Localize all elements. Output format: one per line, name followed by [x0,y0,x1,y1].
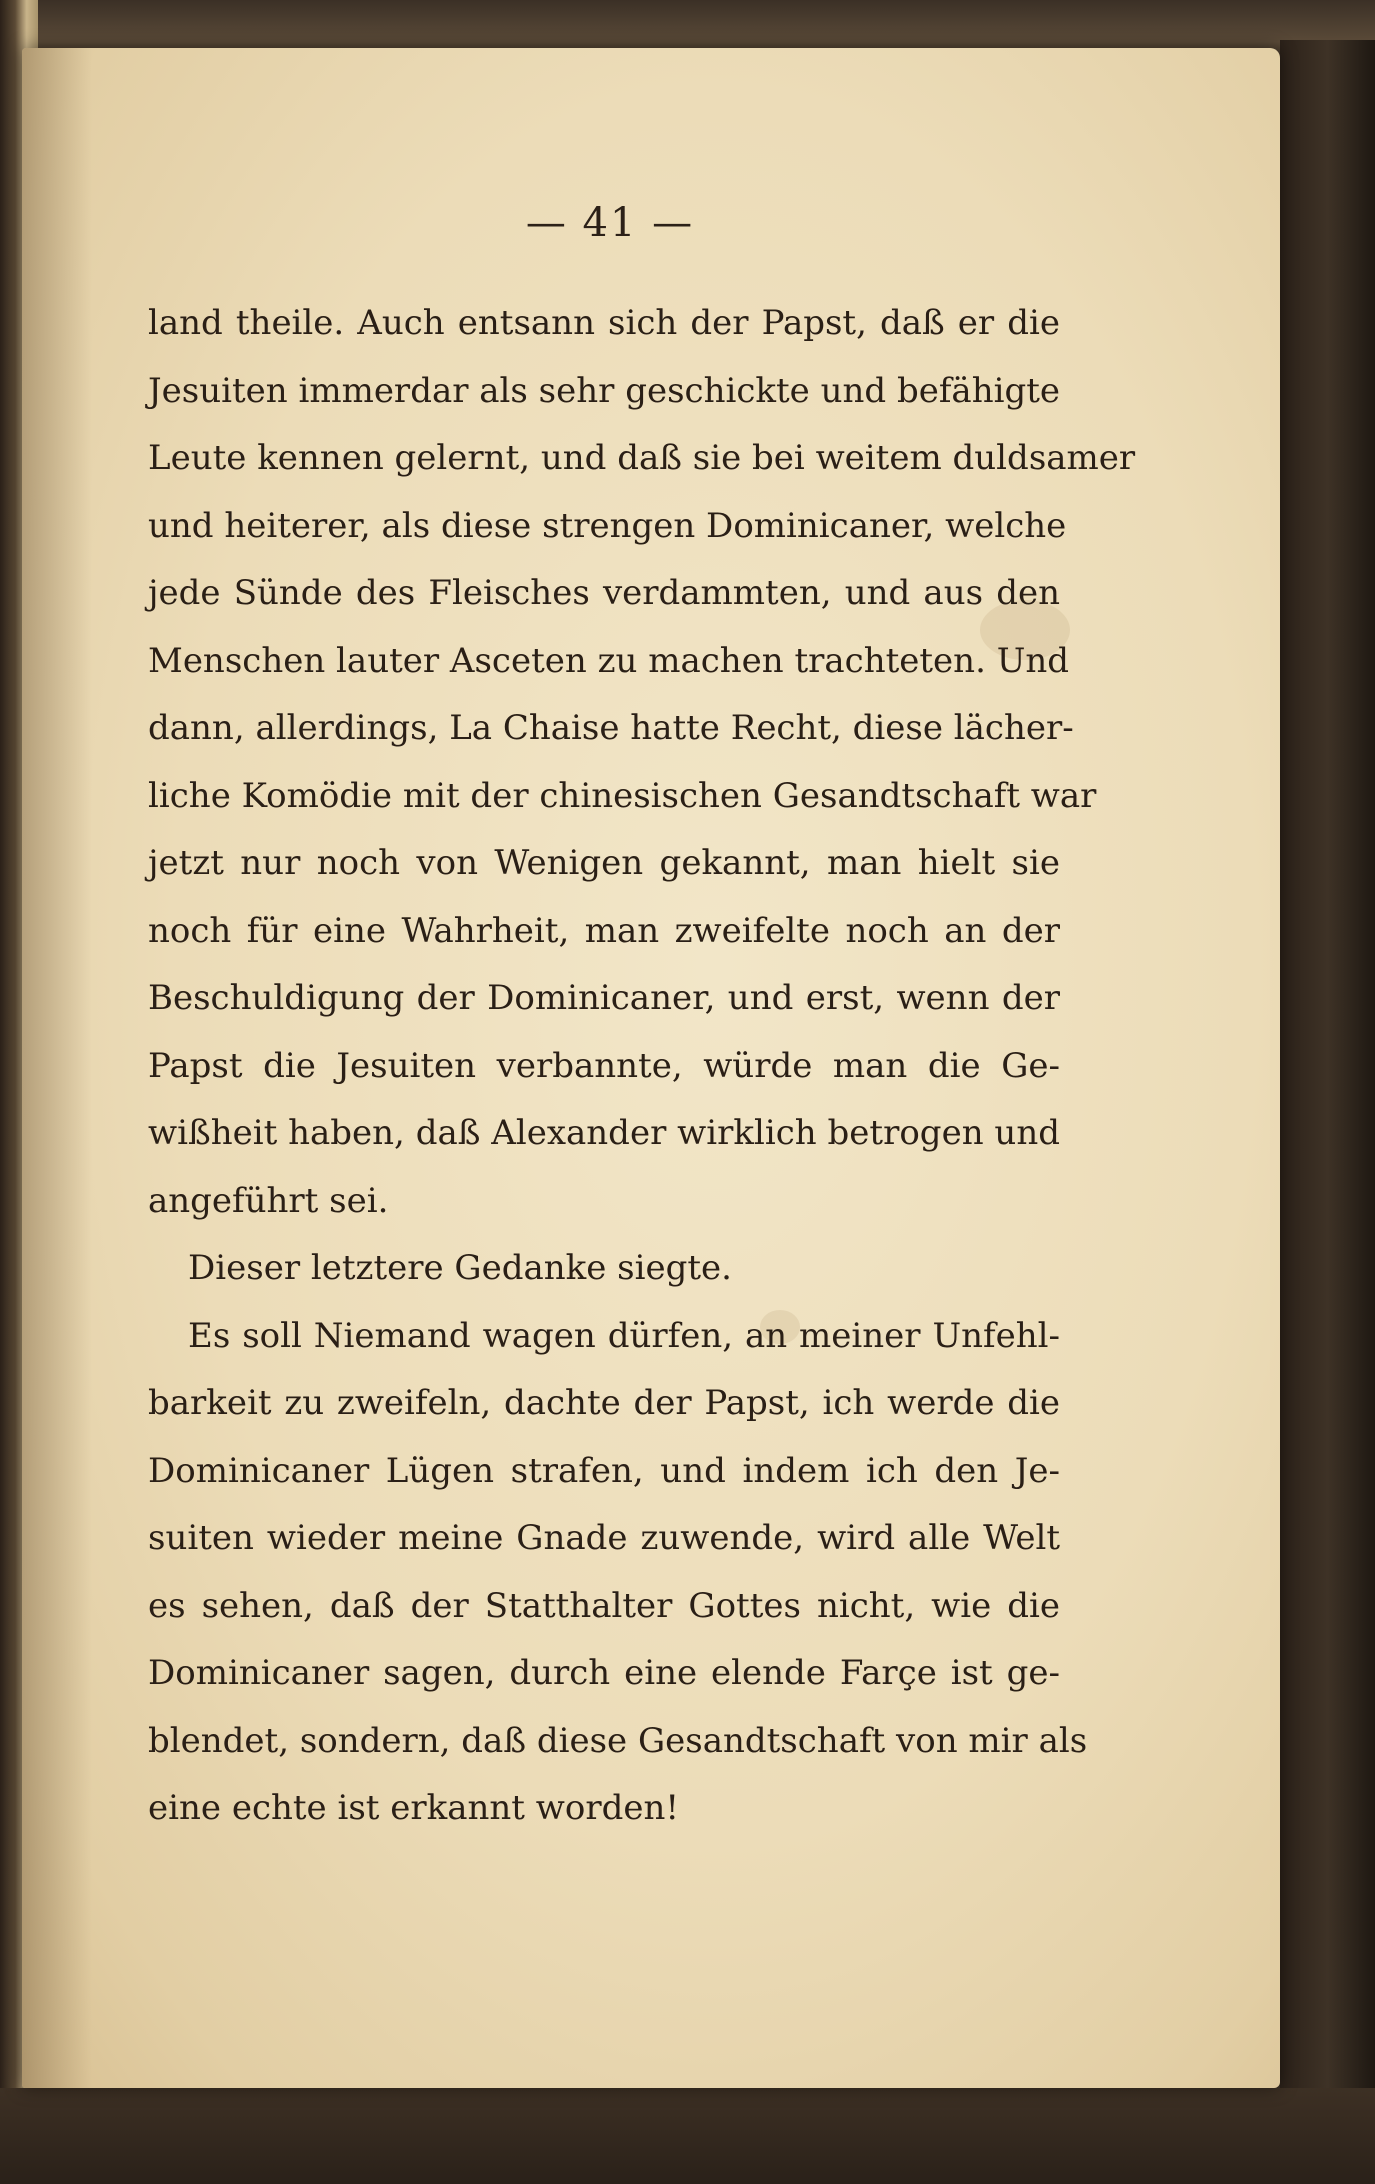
text-line: eine echte ist erkannt worden! [148,1788,680,1828]
text-line: Menschen lauter Asceten zu machen trachteten. Und [148,640,1070,681]
text-line: Leute kennen gelernt, und daß sie bei weitem duldsamer [148,438,1136,478]
text-line: Papst die Jesuiten verbannte, würde man die Ge- [148,1045,1060,1086]
page-text [148,290,1136,1843]
text-line: wißheit haben, daß Alexander wirklich betrogen und [148,1113,1060,1153]
page-number: — 41 — [525,200,695,246]
text-line: Es soll Niemand wagen dürfen, an meiner Unfehl- [188,1315,1060,1356]
book-bottom-edge [0,2088,1375,2184]
text-line: und heiterer, als diese strengen Dominicaner, welche [148,505,1067,546]
book-right-edge [1280,40,1375,2184]
text-line: jede Sünde des Fleisches verdammten, und aus den [148,573,1060,613]
text-line: Beschuldigung der Dominicaner, und erst, wenn der [148,978,1060,1018]
text-line: es sehen, daß der Statthalter Gottes nicht, wie die [148,1585,1060,1626]
text-line: jetzt nur noch von Wenigen gekannt, man hielt sie [148,843,1060,883]
text-line: blendet, sondern, daß diese Gesandtschaft von mir als [148,1720,1088,1761]
page-gutter-shadow [22,48,92,2088]
text-line: barkeit zu zweifeln, dachte der Papst, ich werde die [148,1383,1060,1423]
text-line: liche Komödie mit der chinesischen Gesandtschaft war [148,775,1097,816]
text-line: Dieser letztere Gedanke siegte. [188,1248,732,1288]
text-line: dann, allerdings, La Chaise hatte Recht, diese lächer- [148,708,1074,748]
text-line: Dominicaner sagen, durch eine elende Farçe ist ge- [148,1653,1060,1693]
text-line: noch für eine Wahrheit, man zweifelte noch an der [148,910,1060,951]
text-line: suiten wieder meine Gnade zuwende, wird alle Welt [148,1518,1060,1558]
text-line: Dominicaner Lügen strafen, und indem ich den Je- [148,1450,1060,1491]
text-line: land theile. Auch entsann sich der Papst, daß er die [148,303,1060,343]
text-line: Jesuiten immerdar als sehr geschickte und befähigte [148,370,1061,411]
text-line: angeführt sei. [148,1180,389,1221]
